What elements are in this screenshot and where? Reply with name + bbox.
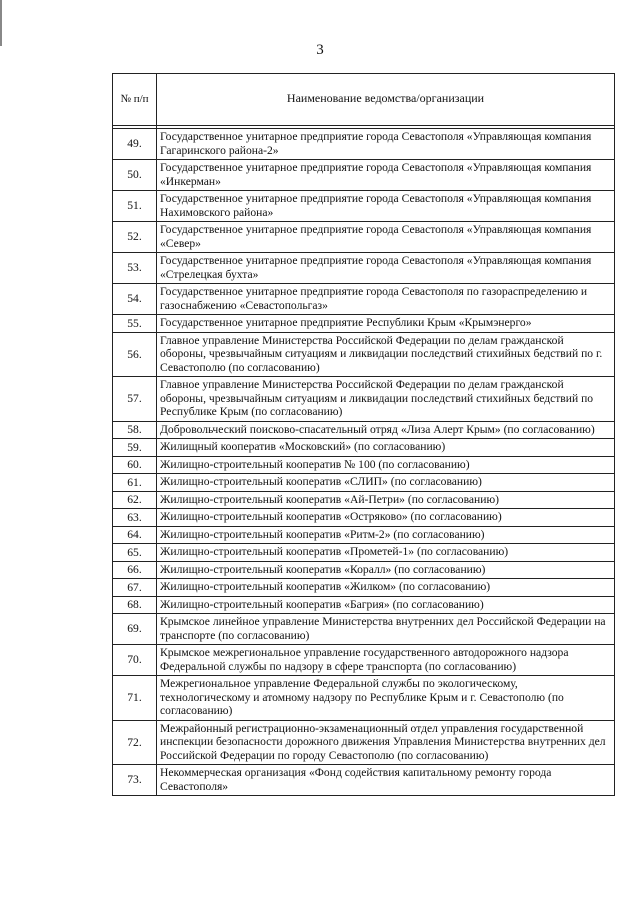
table-body bbox=[113, 126, 615, 796]
table-row bbox=[113, 160, 615, 191]
row-number: 65. bbox=[113, 544, 157, 562]
table-row bbox=[113, 474, 615, 492]
row-number: 54. bbox=[113, 284, 157, 315]
row-organization-name: Некоммерческая организация «Фонд содействия капитальному ремонту города Севастополя» bbox=[157, 765, 615, 796]
table-row bbox=[113, 456, 615, 474]
row-organization-name: Главное управление Министерства Российской Федерации по делам гражданской обороны, чрезвычайным ситуациям и ликвидации последствий стихийных бедствий по Республике Крым (по согласованию) bbox=[157, 377, 615, 422]
table-row bbox=[113, 614, 615, 645]
table-row bbox=[113, 421, 615, 439]
table-row bbox=[113, 720, 615, 765]
row-number: 72. bbox=[113, 720, 157, 765]
row-number: 66. bbox=[113, 561, 157, 579]
row-organization-name: Государственное унитарное предприятие города Севастополя «Управляющая компания «Север» bbox=[157, 222, 615, 253]
header-name: Наименование ведомства/организации bbox=[157, 74, 615, 126]
row-number: 70. bbox=[113, 645, 157, 676]
table-header bbox=[113, 74, 615, 126]
row-number: 69. bbox=[113, 614, 157, 645]
row-number: 58. bbox=[113, 421, 157, 439]
table-row bbox=[113, 253, 615, 284]
row-organization-name: Главное управление Министерства Российской Федерации по делам гражданской обороны, чрезвычайным ситуациям и ликвидации последствий стихийных бедствий по г. Севастополю (по согласованию) bbox=[157, 332, 615, 377]
row-organization-name: Жилищно-строительный кооператив «Ай-Петри» (по согласованию) bbox=[157, 491, 615, 509]
header-number: № п/п bbox=[113, 74, 157, 126]
row-organization-name: Жилищно-строительный кооператив «Коралл» (по согласованию) bbox=[157, 561, 615, 579]
row-organization-name: Жилищно-строительный кооператив «Жилком» (по согласованию) bbox=[157, 579, 615, 597]
row-organization-name: Жилищно-строительный кооператив «Багрия» (по согласованию) bbox=[157, 596, 615, 614]
row-organization-name: Жилищно-строительный кооператив «СЛИП» (по согласованию) bbox=[157, 474, 615, 492]
table-row bbox=[113, 676, 615, 721]
row-number: 56. bbox=[113, 332, 157, 377]
table-row bbox=[113, 315, 615, 333]
row-number: 55. bbox=[113, 315, 157, 333]
table-row bbox=[113, 222, 615, 253]
row-organization-name: Жилищный кооператив «Московский» (по согласованию) bbox=[157, 439, 615, 457]
row-organization-name: Крымское линейное управление Министерства внутренних дел Российской Федерации на транспорте (по согласованию) bbox=[157, 614, 615, 645]
table-row bbox=[113, 544, 615, 562]
row-organization-name: Государственное унитарное предприятие города Севастополя «Управляющая компания Нахимовского района» bbox=[157, 191, 615, 222]
row-organization-name: Жилищно-строительный кооператив «Ритм-2» (по согласованию) bbox=[157, 526, 615, 544]
page-number: 3 bbox=[316, 42, 324, 58]
row-number: 68. bbox=[113, 596, 157, 614]
row-number: 49. bbox=[113, 129, 157, 160]
row-organization-name: Межрайонный регистрационно-экзаменационный отдел управления государственной инспекции безопасности дорожного движения Управления Министерства внутренних дел Российской Федерации по городу Севастополю (по согласованию) bbox=[157, 720, 615, 765]
table-row bbox=[113, 645, 615, 676]
table-row bbox=[113, 191, 615, 222]
row-number: 60. bbox=[113, 456, 157, 474]
row-organization-name: Государственное унитарное предприятие Республики Крым «Крымэнерго» bbox=[157, 315, 615, 333]
row-organization-name: Межрегиональное управление Федеральной службы по экологическому, технологическому и атомному надзору по Республике Крым и г. Севастополю (по согласованию) bbox=[157, 676, 615, 721]
row-number: 64. bbox=[113, 526, 157, 544]
row-organization-name: Жилищно-строительный кооператив «Остряково» (по согласованию) bbox=[157, 509, 615, 527]
row-organization-name: Государственное унитарное предприятие города Севастополя по газораспределению и газоснабжению «Севастопольгаз» bbox=[157, 284, 615, 315]
row-organization-name: Добровольческий поисково-спасательный отряд «Лиза Алерт Крым» (по согласованию) bbox=[157, 421, 615, 439]
table-row bbox=[113, 509, 615, 527]
table-row bbox=[113, 491, 615, 509]
row-organization-name: Жилищно-строительный кооператив № 100 (по согласованию) bbox=[157, 456, 615, 474]
row-number: 51. bbox=[113, 191, 157, 222]
row-number: 61. bbox=[113, 474, 157, 492]
row-number: 67. bbox=[113, 579, 157, 597]
table-row bbox=[113, 579, 615, 597]
row-number: 57. bbox=[113, 377, 157, 422]
table-row bbox=[113, 332, 615, 377]
row-number: 62. bbox=[113, 491, 157, 509]
row-number: 59. bbox=[113, 439, 157, 457]
table-row bbox=[113, 439, 615, 457]
table-row bbox=[113, 561, 615, 579]
table-row bbox=[113, 284, 615, 315]
row-number: 73. bbox=[113, 765, 157, 796]
table-row bbox=[113, 377, 615, 422]
row-number: 52. bbox=[113, 222, 157, 253]
row-organization-name: Государственное унитарное предприятие города Севастополя «Управляющая компания Гагаринского района-2» bbox=[157, 129, 615, 160]
table-row bbox=[113, 765, 615, 796]
row-number: 63. bbox=[113, 509, 157, 527]
table-row bbox=[113, 129, 615, 160]
row-organization-name: Жилищно-строительный кооператив «Прометей-1» (по согласованию) bbox=[157, 544, 615, 562]
organizations-table bbox=[112, 73, 615, 796]
table-row bbox=[113, 596, 615, 614]
row-organization-name: Крымское межрегиональное управление государственного автодорожного надзора Федеральной службы по надзору в сфере транспорта (по согласованию) bbox=[157, 645, 615, 676]
row-number: 50. bbox=[113, 160, 157, 191]
table-row bbox=[113, 526, 615, 544]
row-organization-name: Государственное унитарное предприятие города Севастополя «Управляющая компания «Стрелецкая бухта» bbox=[157, 253, 615, 284]
row-number: 53. bbox=[113, 253, 157, 284]
row-organization-name: Государственное унитарное предприятие города Севастополя «Управляющая компания «Инкерман» bbox=[157, 160, 615, 191]
scan-edge-mark bbox=[0, 0, 2, 46]
row-number: 71. bbox=[113, 676, 157, 721]
